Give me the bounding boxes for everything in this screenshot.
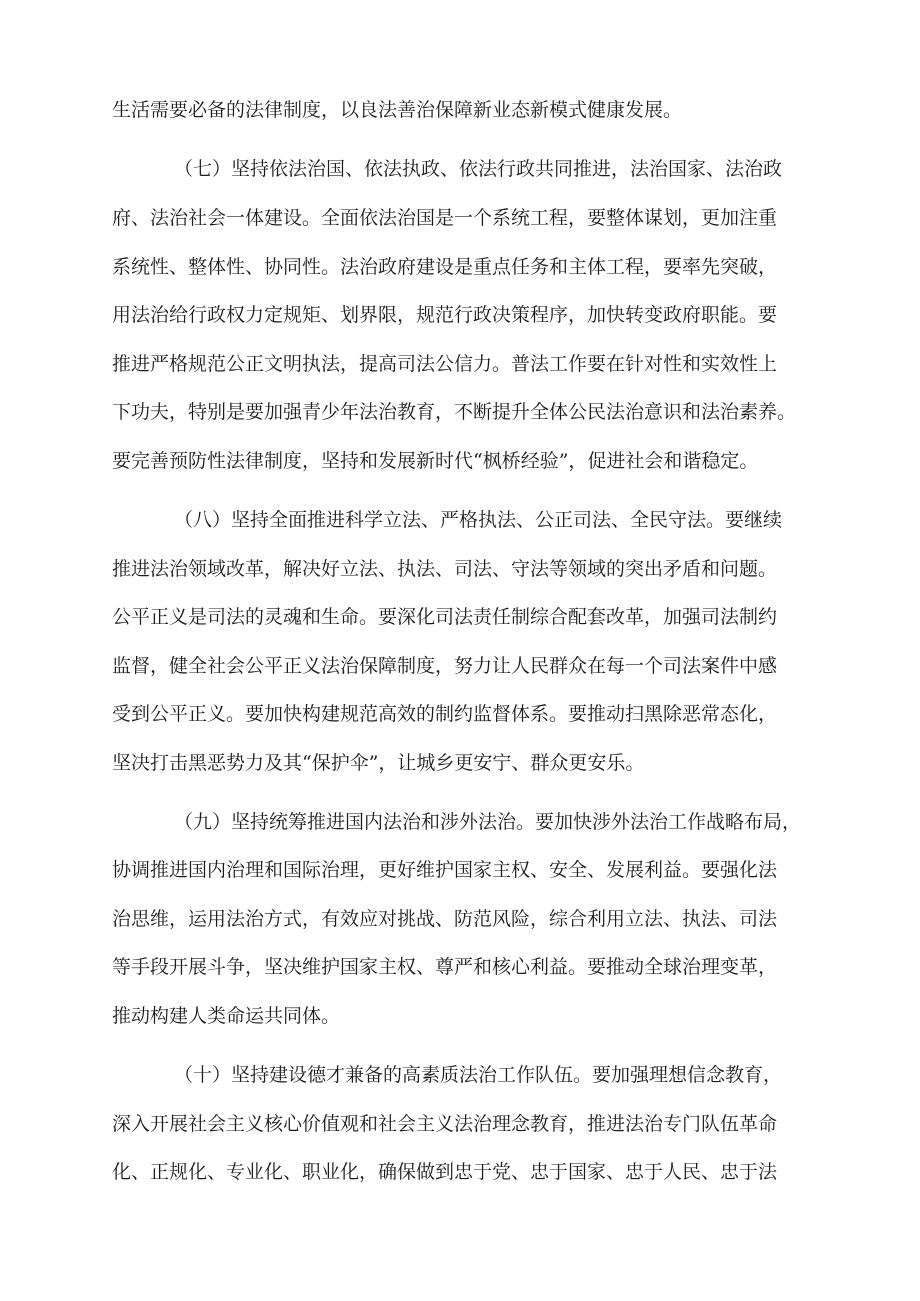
text-line: 等手段开展斗争，坚决维护国家主权、尊严和核心利益。要推动全球治理变革， — [112, 956, 778, 978]
text-line: 协调推进国内治理和国际治理，更好维护国家主权、安全、发展利益。要强化法 — [112, 859, 778, 881]
text-line: 深入开展社会主义核心价值观和社会主义法治理念教育，推进法治专门队伍革命 — [112, 1113, 778, 1135]
text-line: 治思维，运用法治方式，有效应对挑战、防范风险，综合利用立法、执法、司法 — [112, 908, 778, 930]
text-line: 系统性、整体性、协同性。法治政府建设是重点任务和主体工程，要率先突破， — [112, 256, 778, 278]
text-line: 受到公平正义。要加快构建规范高效的制约监督体系。要推动扫黑除恶常态化， — [112, 703, 778, 725]
text-line: 生活需要必备的法律制度，以良法善治保障新业态新模式健康发展。 — [112, 99, 683, 121]
text-line: 下功夫，特别是要加强青少年法治教育，不断提升全体公民法治意识和法治素养。 — [112, 401, 797, 423]
text-line: 推进法治领域改革，解决好立法、执法、司法、守法等领域的突出矛盾和问题。 — [112, 558, 778, 580]
paragraph-9-first-line: （九）坚持统筹推进国内法治和涉外法治。要加快涉外法治工作战略布局， — [174, 811, 802, 833]
text-line: 要完善预防性法律制度，坚持和发展新时代“枫桥经验”，促进社会和谐稳定。 — [112, 450, 759, 472]
text-line: 府、法治社会一体建设。全面依法治国是一个系统工程，要整体谋划，更加注重 — [112, 207, 778, 229]
text-line: 用法治给行政权力定规矩、划界限，规范行政决策程序，加快转变政府职能。要 — [112, 304, 778, 326]
text-line: 化、正规化、专业化、职业化，确保做到忠于党、忠于国家、忠于人民、忠于法 — [112, 1161, 778, 1183]
text-line: 公平正义是司法的灵魂和生命。要深化司法责任制综合配套改革，加强司法制约 — [112, 606, 778, 628]
text-line: 坚决打击黑恶势力及其“保护伞”，让城乡更安宁、群众更安乐。 — [112, 752, 645, 774]
text-line: 监督，健全社会公平正义法治保障制度，努力让人民群众在每一个司法案件中感 — [112, 655, 778, 677]
text-line: 推动构建人类命运共同体。 — [112, 1005, 341, 1027]
paragraph-10-first-line: （十）坚持建设德才兼备的高素质法治工作队伍。要加强理想信念教育， — [174, 1064, 783, 1086]
paragraph-8-first-line: （八）坚持全面推进科学立法、严格执法、公正司法、全民守法。要继续 — [174, 509, 783, 531]
paragraph-7-first-line: （七）坚持依法治国、依法执政、依法行政共同推进，法治国家、法治政 — [174, 158, 783, 180]
text-line: 推进严格规范公正文明执法，提高司法公信力。普法工作要在针对性和实效性上 — [112, 353, 778, 375]
